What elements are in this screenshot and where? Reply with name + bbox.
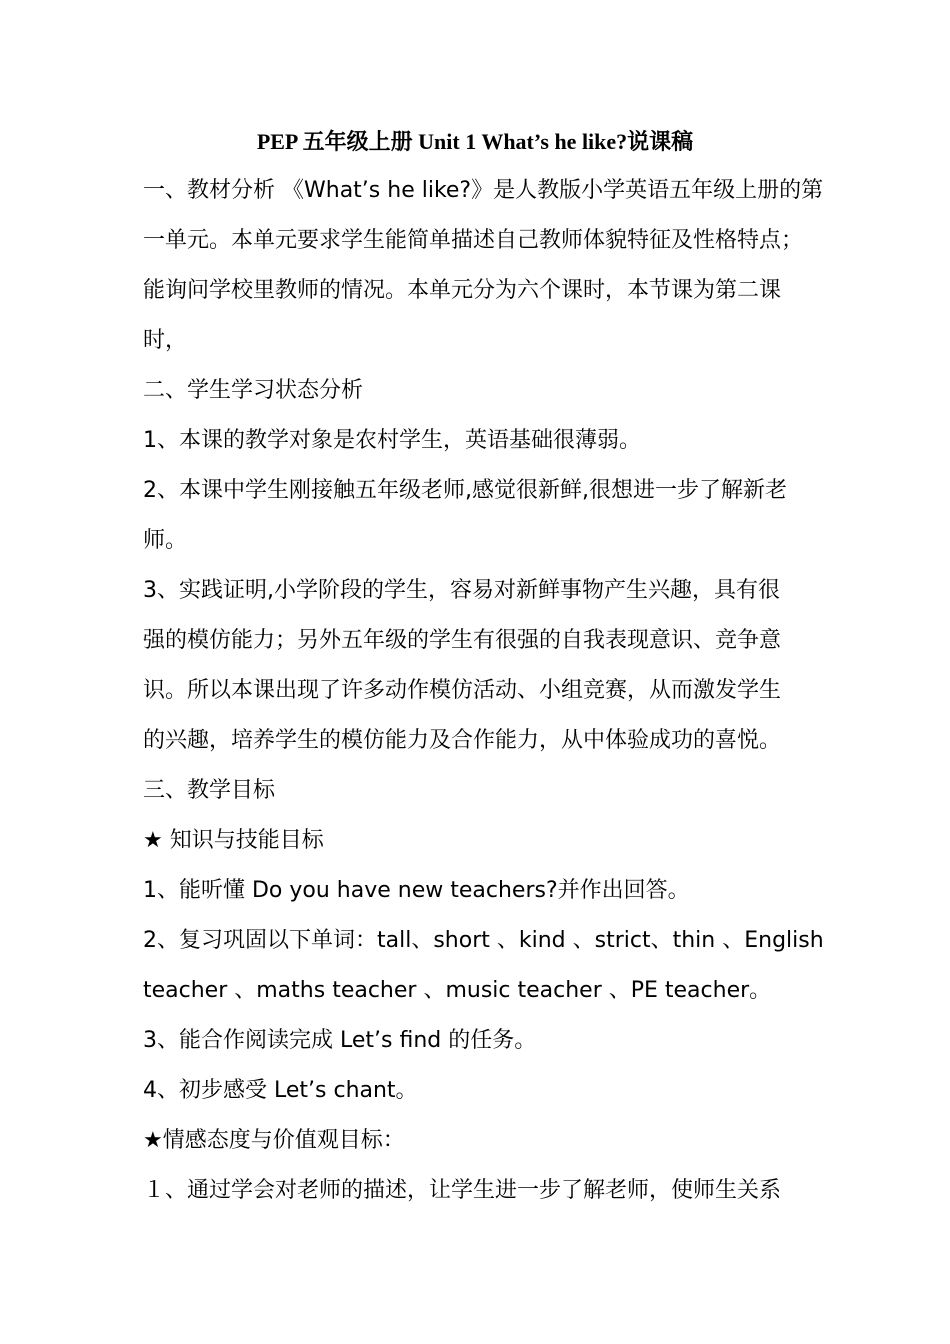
document-title: PEP 五年级上册 Unit 1 What’s he like?说课稿 (256, 129, 694, 154)
vocab-segment: 2、复习巩固以下单词：tall、 (143, 928, 434, 953)
paragraph-line: 一单元。本单元要求学生能简单描述自己教师体貌特征及性格特点； (143, 228, 804, 253)
section-heading: 二、学生学习状态分析 (143, 378, 364, 403)
vocab-segment: thin 、English (672, 928, 824, 953)
vocab-line (143, 924, 824, 958)
subsection-heading: ★ 知识与技能目标 (143, 828, 324, 853)
subsection-heading: ★情感态度与价值观目标： (143, 1128, 405, 1153)
paragraph-line: 2、本课中学生刚接触五年级老师,感觉很新鲜,很想进一步了解新老 (143, 478, 787, 503)
paragraph-line: 1、本课的教学对象是农村学生，英语基础很薄弱。 (143, 428, 641, 453)
paragraph-line: 3、实践证明,小学阶段的学生，容易对新鲜事物产生兴趣，具有很 (143, 578, 780, 603)
paragraph-line: 强的模仿能力；另外五年级的学生有很强的自我表现意识、竞争意 (143, 628, 782, 653)
paragraph-line: 识。所以本课出现了许多动作模仿活动、小组竞赛，从而激发学生 (143, 678, 782, 703)
paragraph-line: teacher 、maths teacher 、music teacher 、PE teacher。 (143, 978, 772, 1003)
paragraph-line: 4、初步感受 Let’s chant。 (143, 1078, 418, 1103)
paragraph-line: 的兴趣，培养学生的模仿能力及合作能力，从中体验成功的喜悦。 (143, 728, 782, 753)
paragraph-line: 能询问学校里教师的情况。本单元分为六个课时，本节课为第二课 (143, 278, 782, 303)
paragraph-line: 师。 (143, 528, 188, 553)
paragraph-line: 时， (143, 328, 188, 353)
paragraph-line: 1、能听懂 Do you have new teachers?并作出回答。 (143, 878, 690, 903)
paragraph-line: 一、教材分析 《What’s he like?》是人教版小学英语五年级上册的第 (143, 178, 824, 203)
paragraph-line: １、通过学会对老师的描述，让学生进一步了解老师，使师生关系 (143, 1178, 782, 1203)
section-heading: 三、教学目标 (143, 778, 276, 803)
paragraph-line: 3、能合作阅读完成 Let’s find 的任务。 (143, 1028, 537, 1053)
vocab-segment: short 、kind 、strict、 (433, 928, 673, 953)
